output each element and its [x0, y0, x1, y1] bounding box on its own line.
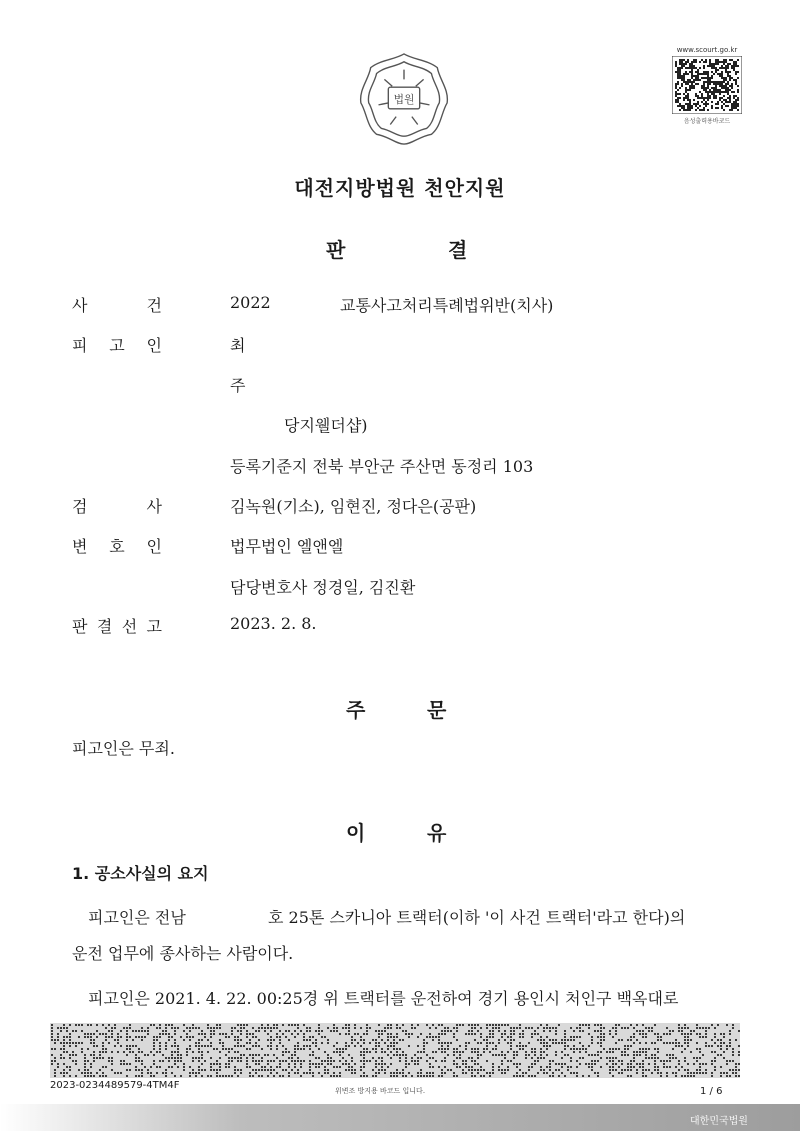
- paragraph-2: 피고인은 2021. 4. 22. 00:25경 위 트랙터를 운전하여 경기 용인시 처인구 백옥대로: [88, 989, 679, 1008]
- doc-title-char-1: 판: [326, 238, 346, 262]
- bottom-bar: [0, 1104, 800, 1131]
- case-number: 2022: [230, 293, 271, 312]
- court-seal-icon: [355, 50, 453, 148]
- paragraph-1-end: 호 25톤 스카니아 트랙터(이하 '이 사건 트랙터'라고 한다)의: [268, 908, 686, 927]
- doc-title-char-2: 결: [448, 238, 468, 262]
- section-1-title: 1. 공소사실의 요지: [72, 864, 209, 883]
- anti-forgery-barcode: [50, 1023, 740, 1078]
- court-brand-label: 대한민국법원: [690, 1116, 748, 1127]
- law-firm: 법무법인 엘앤엘: [230, 537, 344, 556]
- qr-caption: 음성출력용바코드: [683, 118, 731, 125]
- defendant-address: 주: [230, 376, 246, 395]
- qr-code-icon: [672, 56, 742, 114]
- order-text: 피고인은 무죄.: [72, 739, 175, 758]
- judgment-date: 2023. 2. 8.: [230, 614, 317, 633]
- label-prosecutor: 검 사: [72, 497, 162, 516]
- label-defendant: 피 고 인: [72, 336, 162, 355]
- document-code: 2023-0234489579-4TM4F: [50, 1080, 180, 1091]
- paragraph-1-start: 피고인은 전남: [88, 908, 186, 927]
- label-case: 사 건: [72, 296, 162, 315]
- prosecutors: 김녹원(기소), 임현진, 정다은(공판): [230, 497, 477, 516]
- paragraph-1-cont: 운전 업무에 종사하는 사람이다.: [72, 944, 294, 963]
- label-counsel: 변 호 인: [72, 537, 162, 556]
- label-judgment-date: 판 결 선 고: [72, 617, 162, 636]
- reason-heading-char-2: 유: [427, 821, 447, 845]
- barcode-note: 위변조 방지용 바코드 입니다.: [335, 1087, 426, 1095]
- registered-domicile: 등록기준지 전북 부안군 주산면 동정리 103: [230, 457, 534, 476]
- reason-heading-char-1: 이: [346, 821, 366, 845]
- page-number: 1 / 6: [700, 1086, 723, 1097]
- court-name: 대전지방법원 천안지원: [294, 176, 506, 200]
- order-heading-char-1: 주: [346, 698, 366, 722]
- attorneys: 담당변호사 정경일, 김진환: [230, 578, 416, 597]
- defendant-name: 최: [230, 336, 246, 355]
- qr-url: www.scourt.go.kr: [676, 46, 738, 54]
- case-name: 교통사고처리특례법위반(치사): [340, 296, 554, 315]
- seal-text: 법원: [393, 92, 415, 106]
- defendant-address-cont: 당지웰더샵): [284, 416, 368, 435]
- order-heading-char-2: 문: [427, 698, 447, 722]
